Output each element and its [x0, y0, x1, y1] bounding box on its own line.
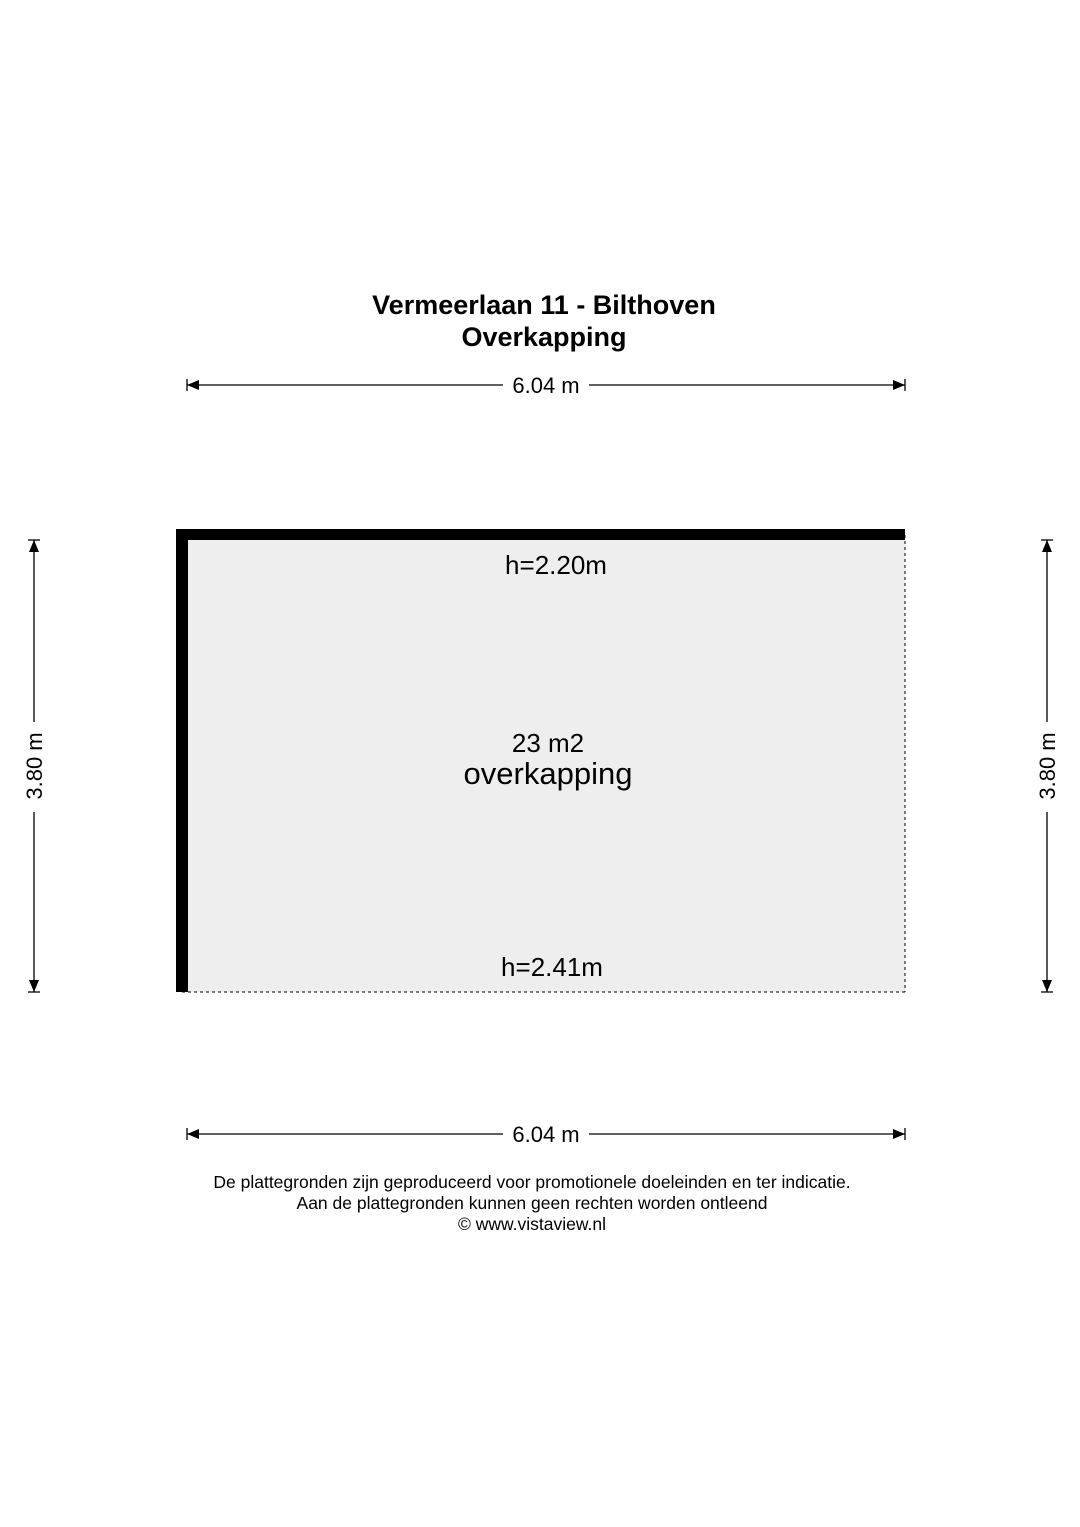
dimension-label-top: 6.04 m	[512, 373, 580, 398]
ceiling-height-bottom: h=2.41m	[501, 952, 603, 982]
copyright-line: © www.vistaview.nl	[457, 1214, 607, 1234]
dimension-label-bottom: 6.04 m	[512, 1122, 580, 1147]
ceiling-height-top: h=2.20m	[505, 550, 607, 580]
dimension-label-right: 3.80 m	[1035, 732, 1060, 800]
room-name: overkapping	[463, 756, 633, 791]
plan-address-title: Vermeerlaan 11 - Bilthoven	[372, 290, 716, 320]
dimension-label-left: 3.80 m	[22, 732, 47, 800]
disclaimer-line-2: Aan de plattegronden kunnen geen rechten worden ontleend	[296, 1193, 768, 1213]
plan-floor-title: Overkapping	[461, 322, 627, 352]
wall-left	[176, 529, 188, 992]
wall-top	[176, 529, 905, 540]
disclaimer-line-1: De plattegronden zijn geproduceerd voor promotionele doeleinden en ter indicatie.	[213, 1172, 851, 1192]
room-area: 23 m2	[511, 728, 585, 758]
